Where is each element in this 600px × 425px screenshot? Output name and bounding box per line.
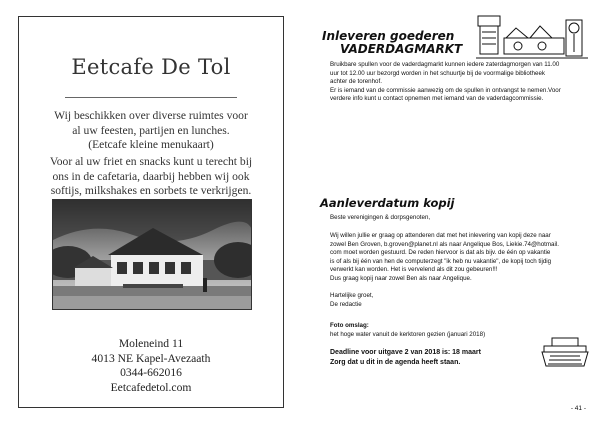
ad-snacks xyxy=(27,155,275,199)
ad-snack-line: ons in de cafetaria, daarbij hebben wij ook xyxy=(52,169,250,183)
article2-line: verwerkt kan worden. Het is vervelend als dit zou gebeuren!!! xyxy=(330,266,498,274)
photo-caption xyxy=(330,322,485,339)
deadline-line: Deadline voor uitgave 2 van 2018 is: 18 maart xyxy=(330,349,481,356)
ad-divider xyxy=(65,97,237,98)
article2-closing xyxy=(330,292,373,309)
ad-phone: 0344-662016 xyxy=(120,366,182,380)
article1-line: verdere info kunt u contact opnemen met iemand van de vaderdagcommissie. xyxy=(330,95,544,103)
ad-intro-line: al uw feesten, partijen en lunches. xyxy=(72,123,230,137)
ad-snack-line: Voor al uw friet en snacks kunt u terecht bij xyxy=(49,155,253,168)
article2-line: is of als bij één van hen de computerzegt "ik heb nu vakantie", de kopij toch tijdig xyxy=(330,257,552,265)
article2-greeting: Beste verenigingen & dorpsgenoten, xyxy=(330,214,431,221)
ad-intro-line: (Eetcafe kleine menukaart) xyxy=(88,138,214,152)
ad-website: Eetcafedetol.com xyxy=(110,380,192,394)
restaurant-photo xyxy=(52,199,252,310)
article1-title-line2: VADERDAGMARKT xyxy=(340,42,463,56)
page-number: - 41 - xyxy=(570,405,586,412)
article2-line: Wij willen jullie er graag op attenderen dat met het inlevering van kopij deze naar xyxy=(330,232,551,239)
deadline-reminder: Zorg dat u dit in de agenda heeft staan. xyxy=(330,359,461,366)
article2-line: zowel Ben Groven, b.groven@planet.nl als naar Angelique Bos, Liekie.74@hotmail. xyxy=(330,240,559,248)
deadline-note xyxy=(330,348,481,368)
typewriter-icon xyxy=(540,336,590,370)
ad-title: Eetcafe De Tol xyxy=(71,55,231,79)
article1-line: Bruikbare spullen voor de vaderdagmarkt kunnen iedere zaterdagmorgen van 11.00 xyxy=(330,61,560,68)
closing-signature: De redactie xyxy=(330,300,362,308)
article1-line: uur tot 12.00 uur bezorgd worden in het schuurtje bij de voormalige bibliotheek xyxy=(330,69,545,77)
ad-intro xyxy=(27,109,275,153)
article1-body xyxy=(330,61,561,104)
ad-postcode-city: 4013 NE Kapel-Avezaath xyxy=(91,351,211,365)
ad-snack-line: softijs, milkshakes en sorbets te verkrijgen. xyxy=(50,184,252,198)
article2-title: Aanleverdatum kopij xyxy=(320,196,455,210)
article2-line: com moet worden gestuurd. De reden hiervoor is dat als bijv. de één op vakantie xyxy=(330,249,551,257)
photo-caption-text: het hoge water vanuit de kerktoren gezien (januari 2018) xyxy=(330,330,486,338)
photo-caption-label: Foto omslag: xyxy=(330,322,369,329)
article2-line: Dus graag kopij naar zowel Ben als naar Angelique. xyxy=(330,274,472,282)
article1-line: achter de torenhof. xyxy=(330,78,382,86)
closing-greeting: Hartelijke groet, xyxy=(330,292,374,299)
ad-street: Moleneind 11 xyxy=(118,337,184,350)
ad-intro-line: Wij beschikken over diverse ruimtes voor xyxy=(54,109,248,122)
article2-body xyxy=(330,232,559,284)
fathers-day-market-illustration xyxy=(476,14,588,64)
advertisement-eetcafe xyxy=(18,16,284,408)
article1-line: Er is iemand van de commissie aanwezig om de spullen in ontvangst te nemen.Voor xyxy=(330,86,561,94)
article1-title-line1: Inleveren goederen xyxy=(322,29,455,43)
ad-address xyxy=(19,337,283,395)
restaurant-illustration xyxy=(53,200,252,310)
